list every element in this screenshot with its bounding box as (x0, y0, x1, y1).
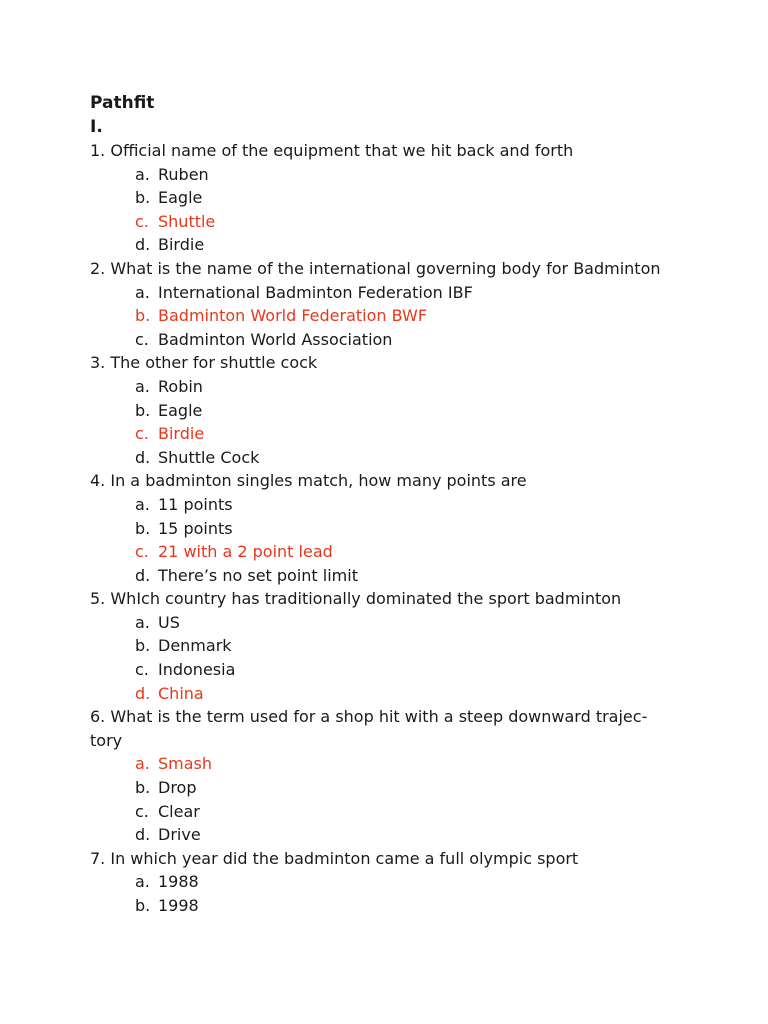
option-text: US (158, 612, 180, 632)
option-c (90, 328, 690, 352)
option-text: Smash (158, 754, 213, 774)
question-5 (90, 587, 690, 705)
question-7 (90, 847, 690, 918)
option-c-correct-answer (90, 210, 690, 234)
option-letter: a. (135, 612, 150, 632)
option-d-correct-answer (90, 682, 690, 706)
option-letter: c. (135, 801, 149, 821)
option-letter: d. (135, 825, 151, 845)
option-letter: b. (135, 400, 151, 420)
option-text: International Badminton Federation IBF (158, 282, 473, 302)
option-b (90, 186, 690, 210)
question-6 (90, 705, 690, 847)
option-c (90, 800, 690, 824)
option-c-correct-answer (90, 540, 690, 564)
option-text: 1998 (158, 896, 199, 915)
option-a (90, 870, 690, 894)
option-c-correct-answer (90, 422, 690, 446)
option-letter: b. (135, 188, 151, 208)
question-2 (90, 257, 690, 351)
option-text: Drop (158, 778, 197, 798)
option-letter: a. (135, 494, 150, 514)
option-letter: c. (135, 329, 149, 349)
question-1 (90, 139, 690, 257)
option-a (90, 281, 690, 305)
option-text: 1988 (158, 872, 199, 892)
option-text: 15 points (158, 518, 233, 538)
option-letter: a. (135, 376, 150, 396)
option-letter: c. (135, 211, 149, 231)
option-text: 11 points (158, 494, 233, 514)
document-page (90, 91, 690, 918)
question-text: 2. What is the name of the international governing body for Badminton (90, 258, 661, 278)
option-letter: b. (135, 518, 151, 538)
option-d (90, 233, 690, 257)
option-text: Shuttle (158, 211, 216, 231)
option-b (90, 776, 690, 800)
option-text: Denmark (158, 636, 232, 656)
option-text: China (158, 683, 204, 703)
option-text: Ruben (158, 164, 209, 184)
option-b (90, 634, 690, 658)
section-number: I. (90, 117, 103, 137)
question-text: 7. In which year did the badminton came a full olympic sport (90, 848, 579, 868)
question-text: 5. WhIch country has traditionally dominated the sport badminton (90, 589, 622, 609)
option-letter: c. (135, 660, 149, 680)
option-letter: a. (135, 164, 150, 184)
option-letter: a. (135, 872, 150, 892)
option-letter: d. (135, 447, 151, 467)
option-letter: d. (135, 235, 151, 255)
option-text: Eagle (158, 400, 203, 420)
option-text: Drive (158, 825, 201, 845)
question-3 (90, 351, 690, 469)
option-b-correct-answer (90, 304, 690, 328)
option-d (90, 823, 690, 847)
option-text: Clear (158, 801, 200, 821)
option-letter: b. (135, 306, 151, 326)
option-letter: a. (135, 282, 150, 302)
question-text-line-2: tory (90, 730, 123, 750)
option-letter: a. (135, 754, 150, 774)
option-text: Eagle (158, 188, 203, 208)
option-letter: c. (135, 542, 149, 562)
option-letter: b. (135, 778, 151, 798)
option-b (90, 399, 690, 423)
option-text: Robin (158, 376, 203, 396)
option-a (90, 493, 690, 517)
option-text: Indonesia (158, 660, 236, 680)
option-letter: d. (135, 565, 151, 585)
option-letter: b. (135, 636, 151, 656)
option-letter: d. (135, 683, 151, 703)
option-text: Birdie (158, 424, 205, 444)
question-text: 4. In a badminton singles match, how many points are (90, 471, 527, 491)
option-a (90, 611, 690, 635)
document-title: Pathfit (90, 93, 155, 113)
option-b (90, 894, 690, 918)
question-text: 3. The other for shuttle cock (90, 353, 318, 373)
question-4 (90, 469, 690, 587)
option-text: Shuttle Cock (158, 447, 260, 467)
option-d (90, 446, 690, 470)
option-a-correct-answer (90, 752, 690, 776)
option-d (90, 564, 690, 588)
option-a (90, 375, 690, 399)
option-text: Birdie (158, 235, 205, 255)
question-text-line-1: 6. What is the term used for a shop hit with a steep downward trajec- (90, 707, 648, 727)
option-b (90, 517, 690, 541)
option-text: There’s no set point limit (158, 565, 358, 585)
option-a (90, 163, 690, 187)
option-c (90, 658, 690, 682)
option-text: Badminton World Association (158, 329, 393, 349)
option-letter: b. (135, 896, 151, 915)
question-text: 1. Official name of the equipment that we hit back and forth (90, 141, 574, 160)
option-text: 21 with a 2 point lead (158, 542, 333, 562)
option-text: Badminton World Federation BWF (158, 306, 428, 326)
option-letter: c. (135, 424, 149, 444)
